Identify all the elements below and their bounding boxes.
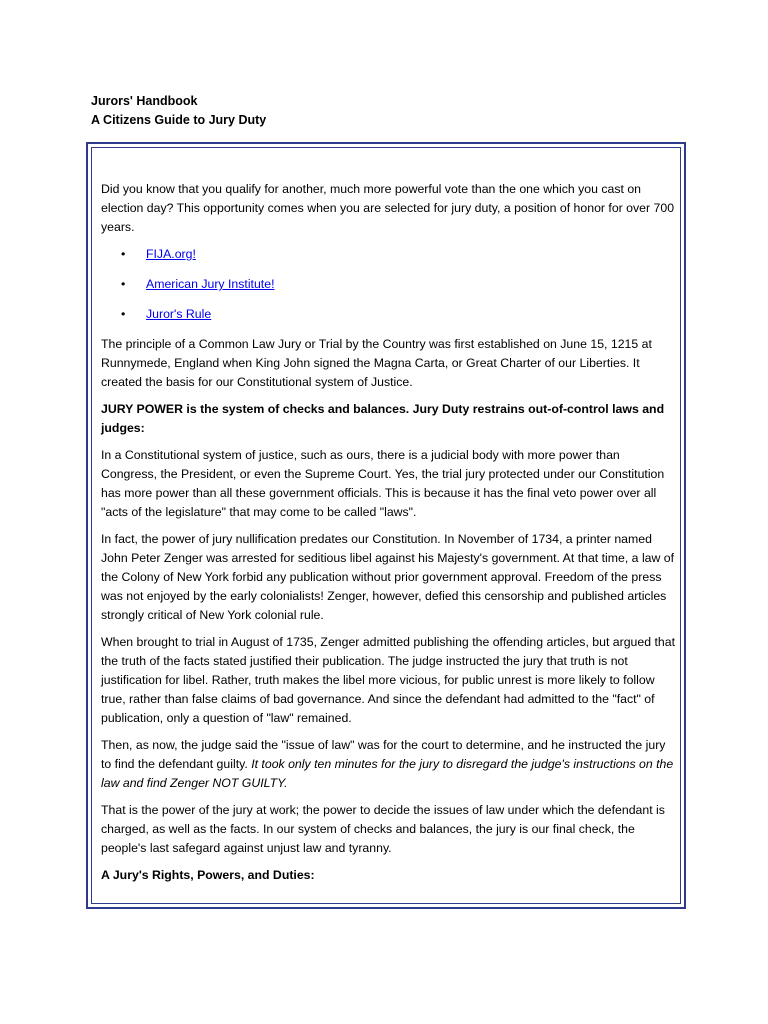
jurors-rule-link[interactable]: Juror's Rule [146, 307, 212, 321]
then-now-paragraph [101, 736, 676, 793]
jury-power-heading: JURY POWER is the system of checks and balances. Jury Duty restrains out-of-control laws and judges: [101, 402, 665, 435]
bullet-icon: • [121, 277, 126, 291]
constitutional-paragraph: In a Constitutional system of justice, such as ours, there is a judicial body with more power than Congress, the President, or even the Supreme Court. Yes, the trial jury protected under our Constitution has more power than all these government officials. This is because it has the final veto power over all "acts of the legislature" that may come to be called "laws". [101, 448, 665, 519]
rights-powers-duties-heading: A Jury's Rights, Powers, and Duties: [101, 868, 315, 882]
fija-link[interactable]: FIJA.org! [146, 247, 196, 261]
link-list-item [101, 245, 676, 264]
nullification-paragraph: In fact, the power of jury nullification predates our Constitution. In November of 1734, a printer named John Peter Zenger was arrested for seditious libel against his Majesty's government. At that time, a law of the Colony of New York forbid any publication without prior government approval. Freedom of the press was not enjoyed by the early colonialists! Zenger, however, defied this censorship and published articles strongly critical of New York colonial rule. [101, 532, 675, 622]
jury-power-paragraph: That is the power of the jury at work; the power to decide the issues of law under which the defendant is charged, as well as the facts. In our system of checks and balances, the jury is our final check, the people's last safegard against unjust law and tyranny. [101, 803, 665, 855]
link-list-item [101, 275, 676, 294]
then-now-italic-text: It took only ten minutes for the jury to disregard the judge's instructions on the law and find Zenger NOT GUILTY. [101, 757, 674, 790]
intro-paragraph: Did you know that you qualify for another, much more powerful vote than the one which you cast on election day? This opportunity comes when you are selected for jury duty, a position of honor for over 700 years. [101, 182, 675, 234]
then-now-text: Then, as now, the judge said the "issue of law" was for the court to determine, and he instructed the jury to find the defendant guilty. [101, 738, 666, 771]
bullet-icon: • [121, 307, 126, 321]
common-law-paragraph: The principle of a Common Law Jury or Trial by the Country was first established on June 15, 1215 at Runnymede, England when King John signed the Magna Carta, or Great Charter of our Liberties. It created the basis for our Constitutional system of Justice. [101, 337, 652, 389]
article-body [101, 180, 676, 893]
page-header [91, 92, 266, 130]
link-list [101, 245, 676, 324]
link-list-item [101, 305, 676, 324]
document-subtitle: A Citizens Guide to Jury Duty [91, 113, 267, 127]
bullet-icon: • [121, 247, 126, 261]
american-jury-institute-link[interactable]: American Jury Institute! [146, 277, 275, 291]
zenger-trial-paragraph: When brought to trial in August of 1735, Zenger admitted publishing the offending articles, but argued that the truth of the facts stated justified their publication. The judge instructed the jury that truth is not justification for libel. Rather, truth makes the libel more vicious, for public unrest is more likely to follow true, rather than false claims of bad governance. And since the defendant had admitted to the "fact" of publication, only a question of "law" remained. [101, 635, 676, 725]
document-title: Jurors' Handbook [91, 94, 198, 108]
